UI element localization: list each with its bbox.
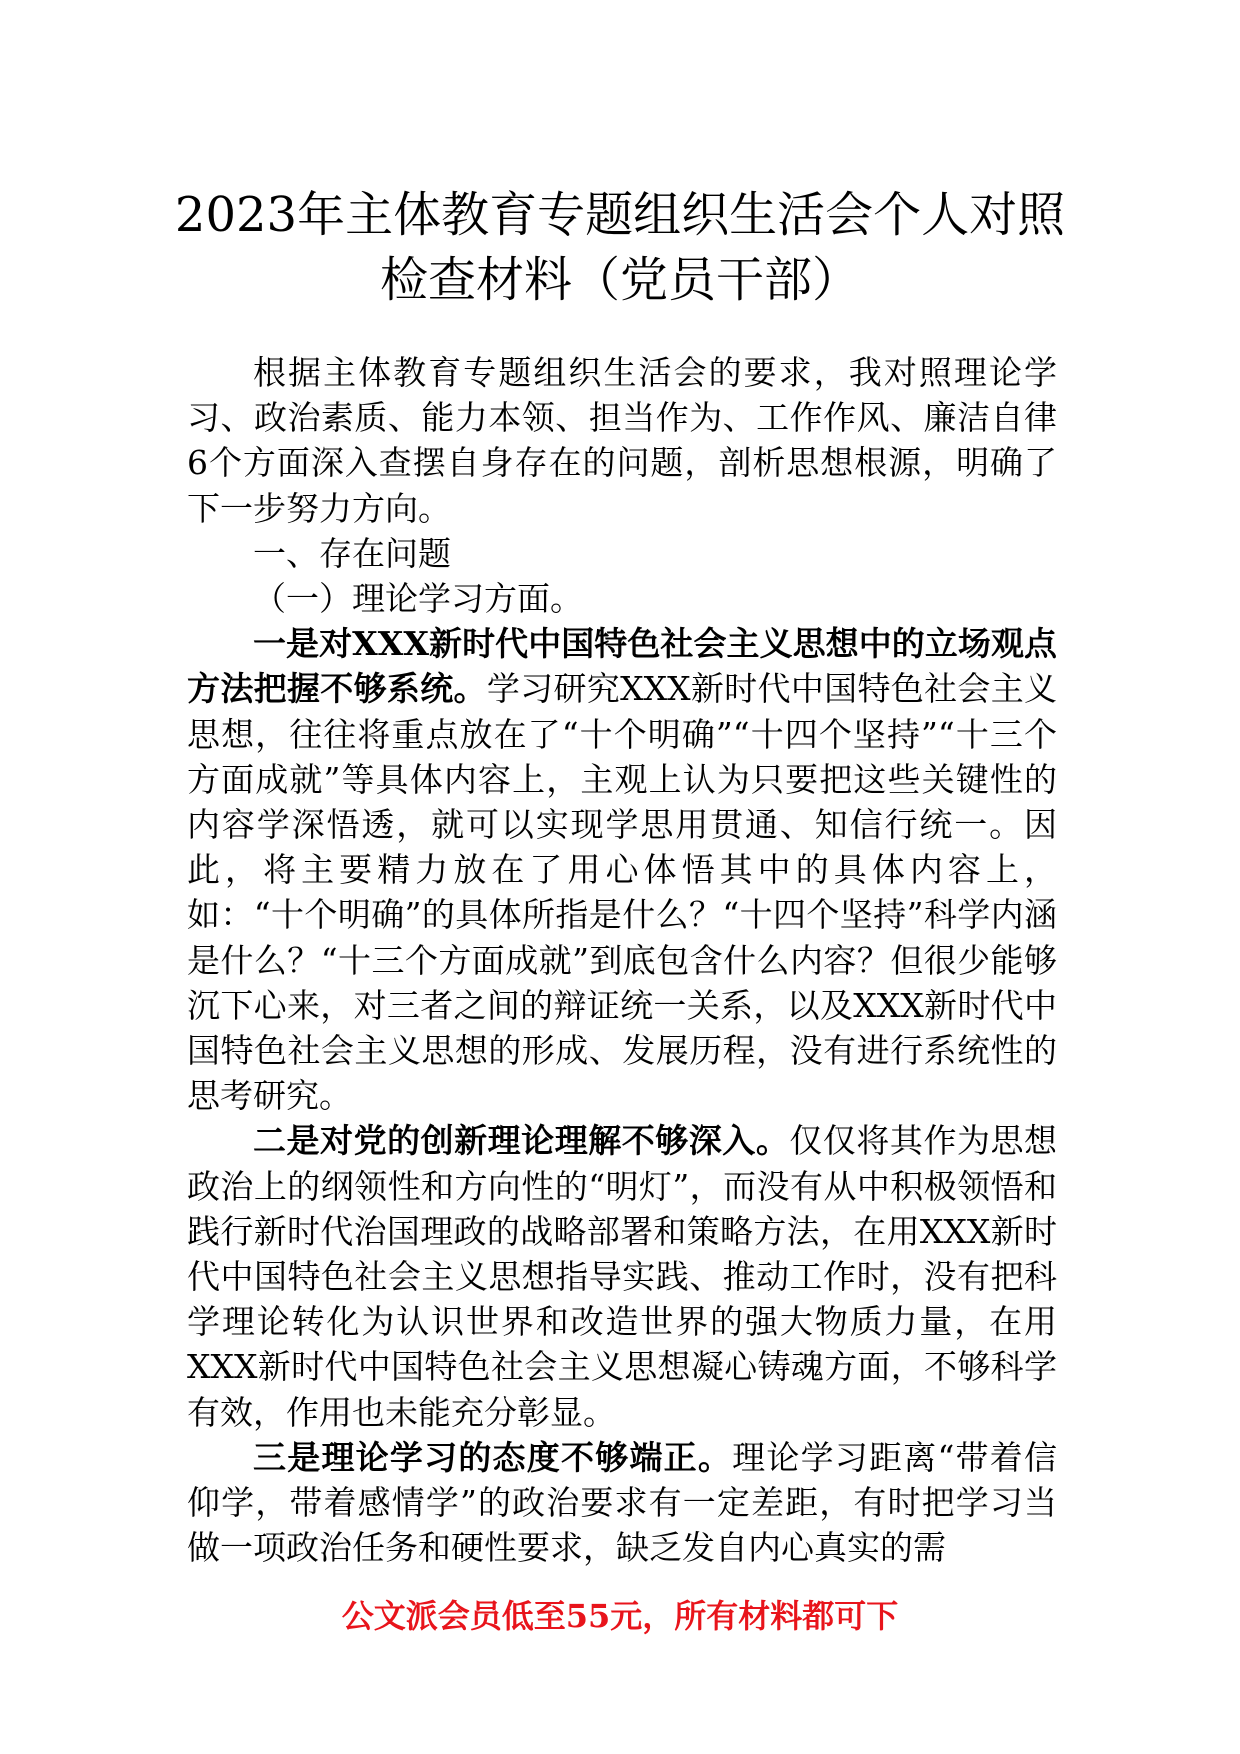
intro-paragraph: 根据主体教育专题组织生活会的要求，我对照理论学习、政治素质、能力本领、担当作为、工作作风、廉洁自律6个方面深入查摆自身存在的问题，剖析思想根源，明确了下一步努力方向。	[187, 353, 1057, 528]
point-text: 学习研究XXX新时代中国特色社会主义思想，往往将重点放在了“十个明确”“十四个坚持”“十三个方面成就”等具体内容上，主观上认为只要把这些关键性的内容学深悟透，就可以实现学思用贯通、知信行统一。因此，将主要精力放在了用心体悟其中的具体内容上，如：“十个明确”的具体所指是什么？“十四个坚持”科学内涵是什么？“十三个方面成就”到底包含什么内容？但很少能够沉下心来，对三者之间的辩证统一关系，以及XXX新时代中国特色社会主义思想的形成、发展历程，没有进行系统性的思考研究。	[187, 669, 1058, 1116]
point-text: 理论学习距离“带着信仰学，带着感情学”的政治要求有一定差距，有时把学习当做一项政治任务和硬性要求，缺乏发自内心真实的需	[187, 1437, 1058, 1568]
subsection-heading: （一）理论学习方面。	[253, 579, 583, 619]
document-title-line-1: 2023年主体教育专题组织生活会个人对照	[174, 187, 1066, 243]
point-paragraph	[187, 621, 1057, 1118]
document-title-line-2: 检查材料（党员干部）	[379, 252, 860, 308]
point-paragraph	[187, 1435, 1057, 1571]
point-paragraph	[187, 1118, 1057, 1434]
point-lead: 二是对党的创新理论理解不够深入。	[253, 1121, 790, 1161]
section-heading: 一、存在问题	[253, 533, 451, 573]
point-lead: 一是对XXX新时代中国特色社会主义思想中的立场观点方法把握不够系统。	[187, 624, 1057, 709]
point-lead: 三是理论学习的态度不够端正。	[253, 1437, 733, 1477]
footer-advertisement: 公文派会员低至55元，所有材料都可下	[341, 1597, 899, 1635]
point-text: 仅仅将其作为思想政治上的纲领性和方向性的“明灯”，而没有从中积极领悟和践行新时代治国理政的战略部署和策略方法，在用XXX新时代中国特色社会主义思想指导实践、推动工作时，没有把科学理论转化为认识世界和改造世界的强大物质力量，在用XXX新时代中国特色社会主义思想凝心铸魂方面，不够科学有效，作用也未能充分彰显。	[187, 1121, 1058, 1432]
document-body	[187, 350, 1057, 1570]
